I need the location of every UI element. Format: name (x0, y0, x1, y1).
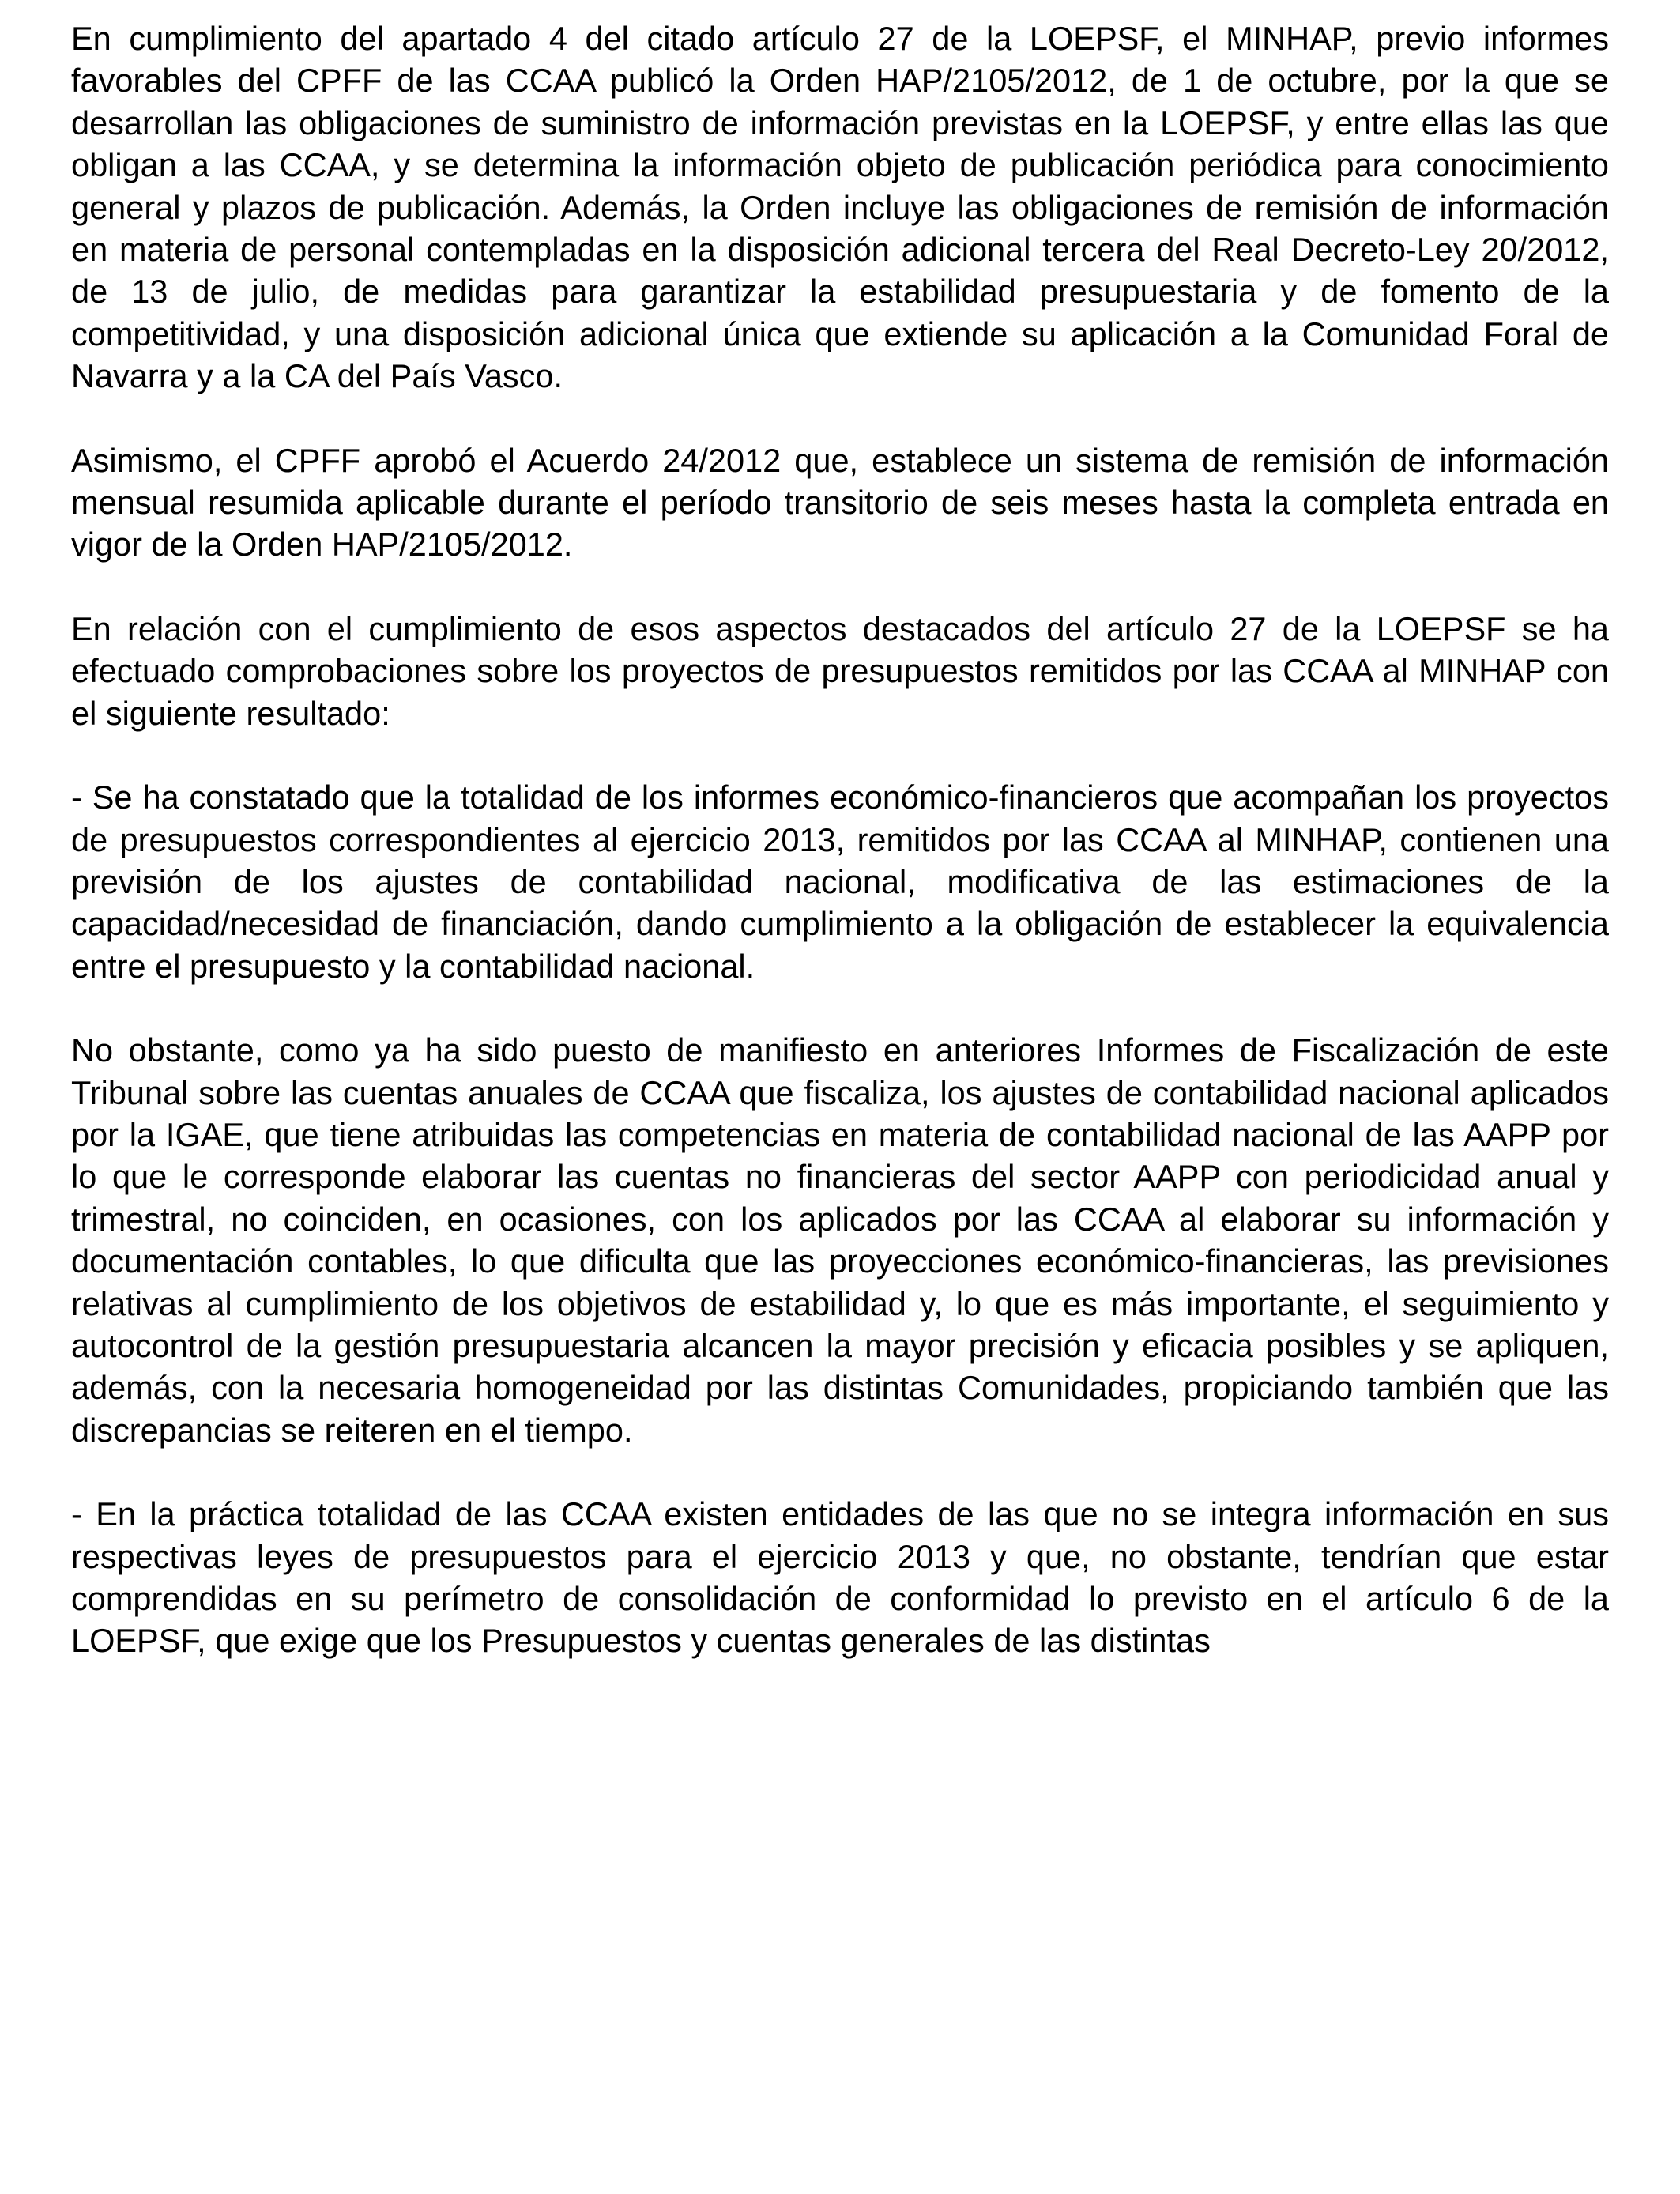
paragraph-entidades-no-integradas: - En la práctica totalidad de las CCAA existen entidades de las que no se integra información en sus respectivas leyes de presupuestos para el ejercicio 2013 y que, no obstante, tendrían que estar comprendidas en su perímetro de consolidación de conformidad lo previsto en el artículo 6 de la LOEPSF, que exige que los Presupuestos y cuentas generales de las distintas (71, 1495, 1609, 1660)
paragraph-informes-economico-financieros: - Se ha constatado que la totalidad de los informes económico-financieros que acompañan los proyectos de presupuestos correspondientes al ejercicio 2013, remitidos por las CCAA al MINHAP, contienen una previsión de los ajustes de contabilidad nacional, modificativa de las estimaciones de la capacidad/necesidad de financiación, dando cumplimiento a la obligación de establecer la equivalencia entre el presupuesto y la contabilidad nacional. (71, 778, 1609, 985)
paragraph-ajustes-contabilidad: No obstante, como ya ha sido puesto de manifiesto en anteriores Informes de Fiscalización de este Tribunal sobre las cuentas anuales de CCAA que fiscaliza, los ajustes de contabilidad nacional aplicados por la IGAE, que tiene atribuidas las competencias en materia de contabilidad nacional de las AAPP por lo que le corresponde elaborar las cuentas no financieras del sector AAPP con periodicidad anual y trimestral, no coinciden, en ocasiones, con los aplicados por las CCAA al elaborar su información y documentación contables, lo que dificulta que las proyecciones económico-financieras, las previsiones relativas al cumplimiento de los objetivos de estabilidad y, lo que es más importante, el seguimiento y autocontrol de la gestión presupuestaria alcancen la mayor precisión y eficacia posibles y se apliquen, además, con la necesaria homogeneidad por las distintas Comunidades, propiciando también que las discrepancias se reiteren en el tiempo. (71, 1031, 1609, 1449)
paragraph-acuerdo-cpff: Asimismo, el CPFF aprobó el Acuerdo 24/2012 que, establece un sistema de remisión de información mensual resumida aplicable durante el período transitorio de seis meses hasta la completa entrada en vigor de la Orden HAP/2105/2012. (71, 441, 1609, 564)
paragraph-orden-hap: En cumplimiento del apartado 4 del citado artículo 27 de la LOEPSF, el MINHAP, previo informes favorables del CPFF de las CCAA publicó la Orden HAP/2105/2012, de 1 de octubre, por la que se desarrollan las obligaciones de suministro de información previstas en la LOEPSF, y entre ellas las que obligan a las CCAA, y se determina la información objeto de publicación periódica para conocimiento general y plazos de publicación. Además, la Orden incluye las obligaciones de remisión de información en materia de personal contempladas en la disposición adicional tercera del Real Decreto-Ley 20/2012, de 13 de julio, de medidas para garantizar la estabilidad presupuestaria y de fomento de la competitividad, y una disposición adicional única que extiende su aplicación a la Comunidad Foral de Navarra y a la CA del País Vasco. (71, 20, 1609, 395)
document-page (71, 17, 1609, 1704)
paragraph-comprobaciones: En relación con el cumplimiento de esos aspectos destacados del artículo 27 de la LOEPSF se ha efectuado comprobaciones sobre los proyectos de presupuestos remitidos por las CCAA al MINHAP con el siguiente resultado: (71, 609, 1609, 732)
